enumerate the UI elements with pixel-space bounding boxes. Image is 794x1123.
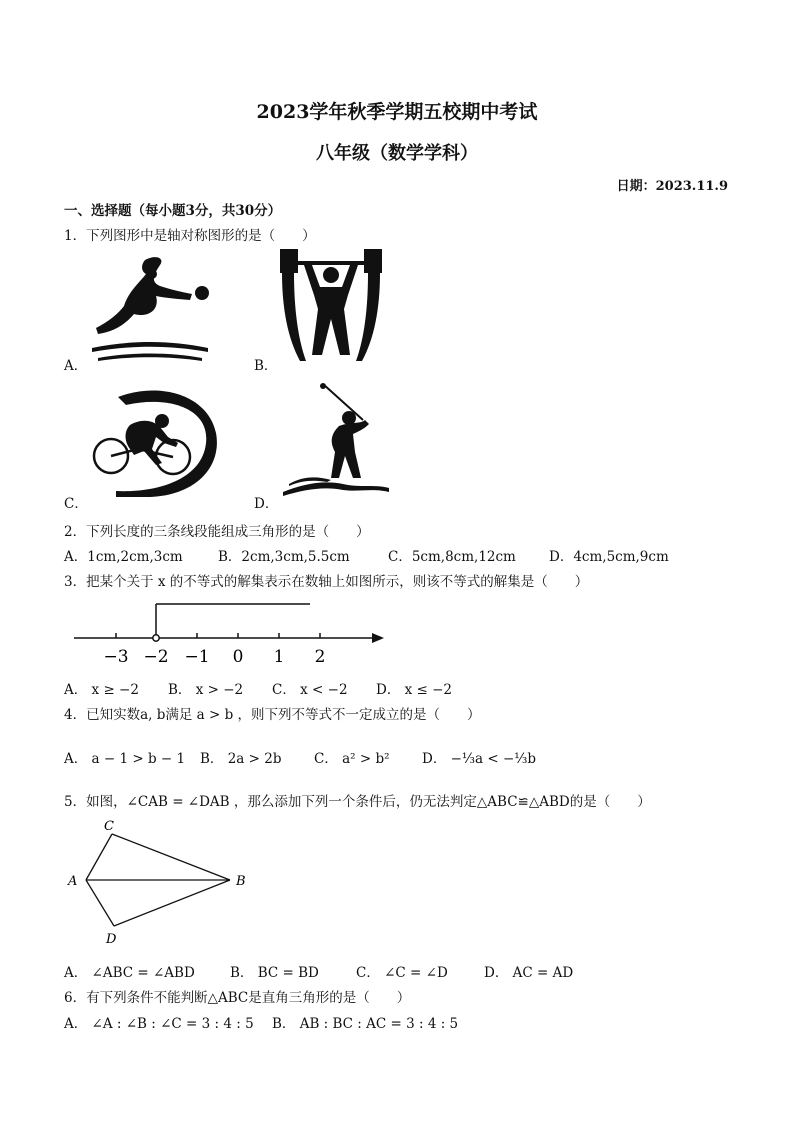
- q4-option-d: D． −⅓a < −⅓b: [422, 751, 536, 767]
- q4-option-a: A． a − 1 > b − 1: [64, 751, 186, 767]
- point-label-a: A: [68, 874, 78, 889]
- q1-option-c-label: C．: [64, 496, 88, 512]
- q2-option-d: D．4cm,5cm,9cm: [549, 549, 669, 565]
- section-heading: 一、选择题（每小题3分，共30分）: [64, 203, 282, 219]
- tick-label: −1: [184, 647, 210, 667]
- exam-subtitle: 八年级（数学学科）: [316, 143, 478, 164]
- number-line-arrow: [372, 633, 384, 643]
- q3-option-c: C． x < −2: [272, 682, 348, 698]
- q4-option-b: B． 2a > 2b: [200, 751, 282, 767]
- question-3-stem: 3．把某个关于 x 的不等式的解集表示在数轴上如图所示，则该不等式的解集是（ ）: [64, 574, 589, 590]
- question-2-stem: 2．下列长度的三条线段能组成三角形的是（ ）: [64, 524, 370, 540]
- point-label-b: B: [236, 874, 246, 889]
- q1-option-b-label: B．: [254, 358, 278, 374]
- open-endpoint: [153, 635, 159, 641]
- q5-option-b: B． BC = BD: [230, 965, 319, 981]
- q1-option-a-label: A．: [64, 358, 88, 374]
- triangle-figure: [64, 816, 264, 951]
- q4-option-c: C． a² > b²: [314, 751, 390, 767]
- q5-option-a: A． ∠ABC = ∠ABD: [64, 965, 195, 981]
- q6-option-b: B． AB : BC : AC = 3 : 4 : 5: [272, 1016, 459, 1032]
- number-line-diagram: [70, 598, 390, 668]
- question-4-stem: 4．已知实数a, b满足 a > b ，则下列不等式不一定成立的是（ ）: [64, 707, 481, 723]
- question-1-stem: 1．下列图形中是轴对称图形的是（ ）: [64, 228, 316, 244]
- question-6-stem: 6．有下列条件不能判断△ABC是直角三角形的是（ ）: [64, 990, 411, 1006]
- tick-label: 0: [232, 647, 244, 667]
- cyclist-icon: [90, 385, 220, 500]
- tick-label: −2: [143, 647, 169, 667]
- q2-option-b: B．2cm,3cm,5.5cm: [218, 549, 350, 565]
- point-label-c: C: [104, 819, 114, 834]
- volleyball-player-icon: [90, 252, 215, 362]
- q5-option-d: D． AC = AD: [484, 965, 574, 981]
- exam-date: 日期：2023.11.9: [616, 179, 728, 194]
- q1-option-d-label: D．: [254, 496, 279, 512]
- tick-label: 2: [314, 647, 326, 667]
- exam-title: 2023学年秋季学期五校期中考试: [256, 101, 538, 123]
- tick-label: 1: [273, 647, 285, 667]
- weightlifter-icon: [280, 249, 382, 362]
- q2-option-a: A．1cm,2cm,3cm: [64, 549, 183, 565]
- q2-option-c: C．5cm,8cm,12cm: [388, 549, 516, 565]
- q3-option-d: D． x ≤ −2: [376, 682, 453, 698]
- q6-option-a: A． ∠A : ∠B : ∠C = 3 : 4 : 5: [64, 1016, 254, 1032]
- point-label-d: D: [106, 932, 117, 947]
- question-5-stem: 5．如图，∠CAB = ∠DAB ，那么添加下列一个条件后，仍无法判定△ABC≌△ABD的是（ ）: [64, 794, 651, 810]
- golfer-icon: [283, 380, 393, 498]
- tick-label: −3: [103, 647, 129, 667]
- q5-option-c: C． ∠C = ∠D: [356, 965, 448, 981]
- q3-option-b: B． x > −2: [168, 682, 244, 698]
- q3-option-a: A． x ≥ −2: [64, 682, 139, 698]
